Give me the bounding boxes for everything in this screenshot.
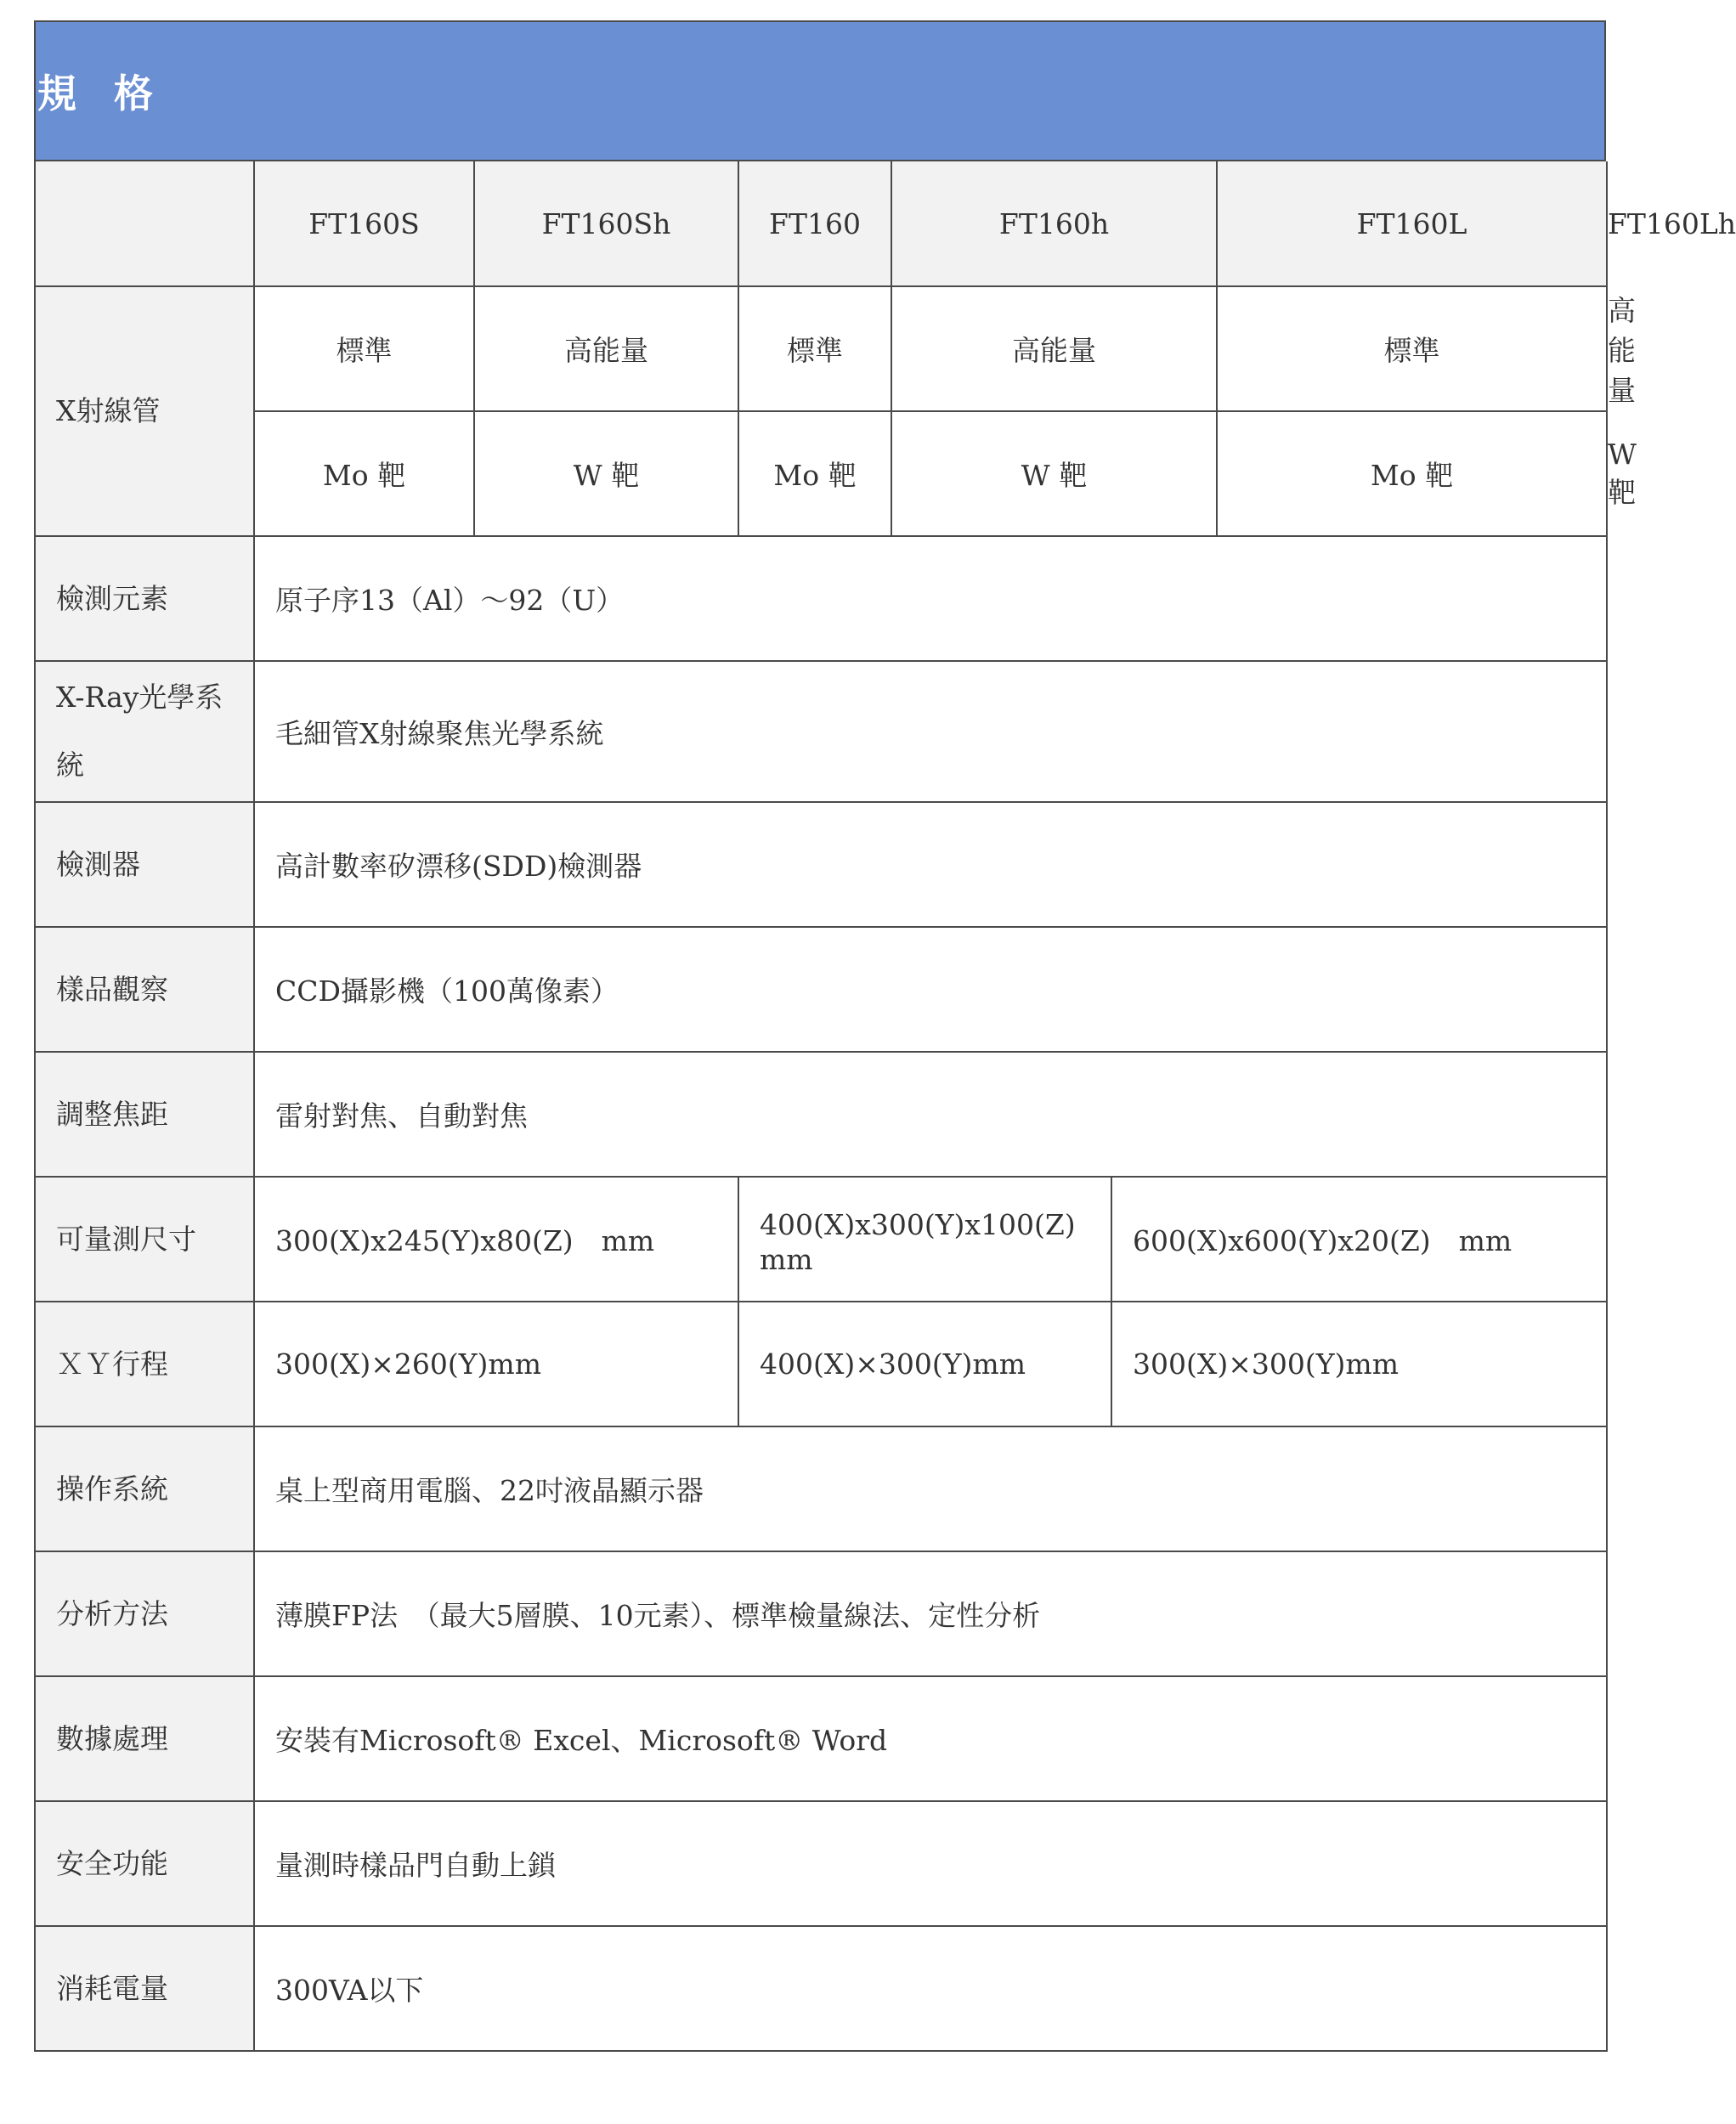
tube-target-cell: Mo 靶 — [1217, 411, 1607, 536]
model-header-row: FT160S FT160Sh FT160 FT160h FT160L FT160Lh — [35, 161, 1607, 286]
tube-target-cell: W 靶 — [891, 411, 1217, 536]
row-label: 檢測元素 — [35, 536, 254, 661]
row-value: 桌上型商用電腦、22吋液晶顯示器 — [254, 1426, 1607, 1551]
spec-row-size — [35, 1177, 1607, 1302]
spec-sheet — [34, 20, 1736, 2052]
row-label: 安全功能 — [35, 1801, 254, 1926]
row-label: 調整焦距 — [35, 1052, 254, 1177]
spec-row-optics — [35, 661, 1607, 802]
title-bar — [34, 20, 1606, 161]
spec-row-power — [35, 1926, 1607, 2051]
xray-tube-label: X射線管 — [35, 286, 254, 536]
row-value: CCD攝影機（100萬像素） — [254, 927, 1607, 1052]
row-label: 檢測器 — [35, 802, 254, 927]
page-title: 規 格 — [37, 71, 166, 116]
tube-power-cell: 高能量 — [474, 286, 738, 411]
row-label: 分析方法 — [35, 1551, 254, 1676]
size-value: 600(X)x600(Y)x20(Z) mm — [1111, 1177, 1607, 1302]
stroke-value: 400(X)×300(Y)mm — [738, 1302, 1111, 1426]
size-value: 300(X)x245(Y)x80(Z) mm — [254, 1177, 738, 1302]
xray-tube-power-row: X射線管 標準 高能量 標準 高能量 標準 高能量 — [35, 286, 1607, 411]
header-corner-cell — [35, 161, 254, 286]
row-value: 雷射對焦、自動對焦 — [254, 1052, 1607, 1177]
spec-row-detector — [35, 802, 1607, 927]
tube-power-cell: 高能量 — [891, 286, 1217, 411]
spec-row-focus — [35, 1052, 1607, 1177]
spec-row-observation — [35, 927, 1607, 1052]
row-label: X-Ray光學系統 — [35, 661, 254, 802]
row-value: 高計數率矽漂移(SDD)檢測器 — [254, 802, 1607, 927]
model-header: FT160 — [738, 161, 891, 286]
stroke-value: 300(X)×260(Y)mm — [254, 1302, 738, 1426]
spec-row-analysis — [35, 1551, 1607, 1676]
spec-row-data-processing — [35, 1676, 1607, 1801]
model-header: FT160Sh — [474, 161, 738, 286]
size-value: 400(X)x300(Y)x100(Z) mm — [738, 1177, 1111, 1302]
xray-tube-target-row: Mo 靶 W 靶 Mo 靶 W 靶 Mo 靶 W 靶 — [35, 411, 1607, 536]
row-value: 毛細管X射線聚焦光學系統 — [254, 661, 1607, 802]
tube-target-cell: W 靶 — [474, 411, 738, 536]
model-header: FT160L — [1217, 161, 1607, 286]
row-value: 安裝有Microsoft® Excel、Microsoft® Word — [254, 1676, 1607, 1801]
row-label: 數據處理 — [35, 1676, 254, 1801]
model-header: FT160S — [254, 161, 474, 286]
tube-power-cell: 標準 — [738, 286, 891, 411]
spec-row-elements — [35, 536, 1607, 661]
stroke-value: 300(X)×300(Y)mm — [1111, 1302, 1607, 1426]
tube-power-cell: 標準 — [1217, 286, 1607, 411]
row-value: 300VA以下 — [254, 1926, 1607, 2051]
row-label: 操作系統 — [35, 1426, 254, 1551]
row-label: 樣品觀察 — [35, 927, 254, 1052]
tube-target-cell: Mo 靶 — [738, 411, 891, 536]
spec-row-os — [35, 1426, 1607, 1551]
tube-power-cell: 標準 — [254, 286, 474, 411]
row-value: 薄膜FP法 （最大5層膜、10元素）、標準檢量線法、定性分析 — [254, 1551, 1607, 1676]
row-value: 原子序13（Al）～92（U） — [254, 536, 1607, 661]
spec-table — [34, 161, 1736, 2052]
model-header: FT160h — [891, 161, 1217, 286]
row-value: 量測時樣品門自動上鎖 — [254, 1801, 1607, 1926]
row-label: 可量測尺寸 — [35, 1177, 254, 1302]
spec-row-stroke — [35, 1302, 1607, 1426]
row-label: ＸＹ行程 — [35, 1302, 254, 1426]
spec-row-safety — [35, 1801, 1607, 1926]
tube-target-cell: Mo 靶 — [254, 411, 474, 536]
row-label: 消耗電量 — [35, 1926, 254, 2051]
